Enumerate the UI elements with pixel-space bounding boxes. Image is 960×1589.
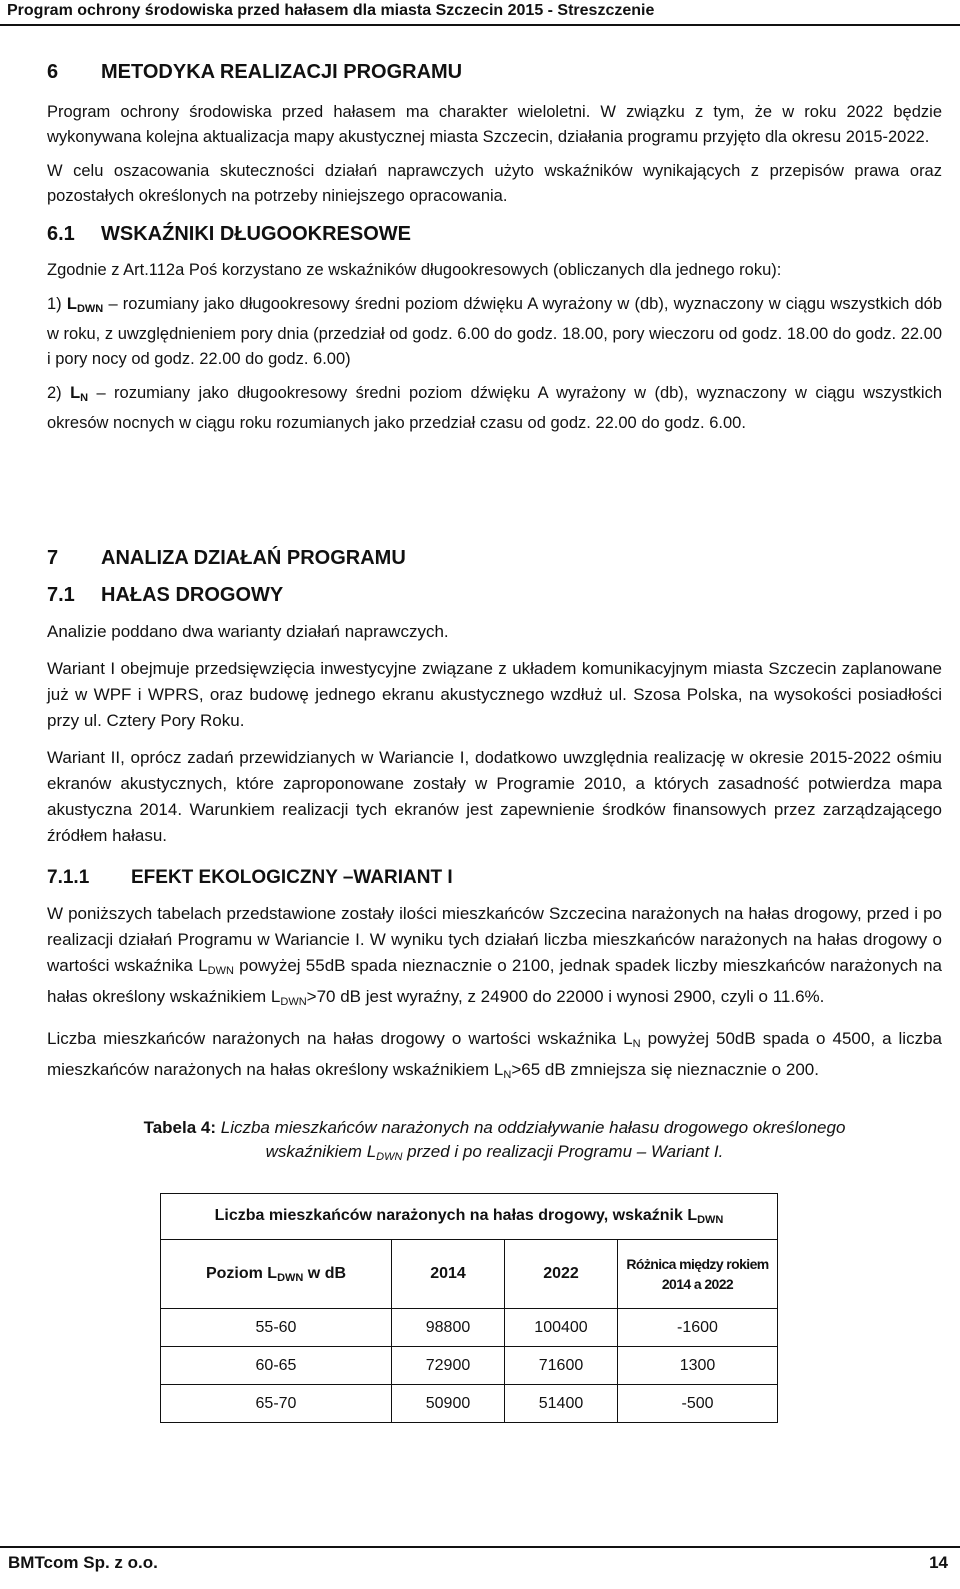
caption-label: Tabela 4: [143,1118,217,1137]
table-row [161,1347,778,1385]
paragraph: Zgodnie z Art.112a Poś korzystano ze wskaźników długookresowych (obliczanych dla jednego roku): [47,261,782,279]
item-prefix: 2) [47,384,71,402]
section-6-1-heading [47,223,942,246]
paragraph: Analizie poddano dwa warianty działań naprawczych. [47,622,449,641]
paragraph: Program ochrony środowiska przed hałasem ma charakter wieloletni. W związku z tym, że w roku 2022 będzie wykonywana kolejna aktualizacja mapy akustycznej miasta Szczecin, działania programu przyjęto dla okresu 2015-2022. [47,103,942,146]
paragraph: Wariant II, oprócz zadań przewidzianych w Wariancie I, dodatkowo uwzględnia realizację w okresie 2015-2022 ośmiu ekranów akustycznych, które zaproponowane zostały w Programie 2010, a których zasadność potwierdza mapa akustyczna 2014. Warunkiem realizacji tych ekranów jest zapewnienie środków finansowych przez zarządzającego źródłem hałasu. [47,748,942,845]
caption-subscript: DWN [376,1151,403,1163]
table-title-text: Liczba mieszkańców narażonych na hałas drogowy, wskaźnik L [214,1207,698,1224]
table-cell: -500 [618,1385,778,1423]
table-cell: 98800 [392,1309,505,1347]
table-cell: 65-70 [161,1385,392,1423]
item-prefix: 1) [47,295,67,313]
subscript: N [503,1069,512,1081]
subscript: DWN [280,996,307,1008]
text-run: powyżej 50dB spada o 4500, a liczba mieszkańców narażonych na hałas określony wskaźnikiem L [47,1029,942,1079]
section-number: 7 [47,547,59,569]
table-cell: 51400 [505,1385,618,1423]
section-7-heading [47,547,942,570]
table-cell: 100400 [505,1309,618,1347]
table-cell: 55-60 [161,1309,392,1347]
symbol-subscript: N [80,392,89,404]
table-caption [107,1116,882,1169]
page-number: 14 [929,1553,948,1572]
caption-text: Liczba mieszkańców narażonych na oddziaływanie hałasu drogowego określonego wskaźnikiem L [216,1118,846,1161]
paragraph: W celu oszacowania skuteczności działań naprawczych użyto wskaźników wynikających z przepisów prawa oraz pozostałych określonych na potrzeby niniejszego opracowania. [47,162,942,205]
section-7-1-heading [47,584,942,607]
header-rule [0,24,960,26]
list-item-ldwn [47,292,942,372]
column-header-difference: Różnica między rokiem 2014 a 2022 [618,1240,778,1309]
text-run: powyżej 55dB spada nieznacznie o 2100, jednak spadek liczby mieszkańców narażonych na hałas określony wskaźnikiem L [47,956,942,1006]
paragraph [47,901,942,1015]
symbol-subscript: DWN [76,303,104,315]
section-title: METODYKA REALIZACJI PROGRAMU [101,61,463,83]
table-title-cell [161,1194,778,1240]
table-cell: 72900 [392,1347,505,1385]
paragraph [47,1026,942,1088]
text-run: >65 dB zmniejsza się nieznacznie o 200. [511,1060,819,1079]
footer-rule [0,1546,960,1548]
subscript: DWN [207,965,234,977]
table-row [161,1309,778,1347]
section-title: ANALIZA DZIAŁAŃ PROGRAMU [101,547,406,569]
table-title-subscript: DWN [697,1214,724,1226]
column-header-2014: 2014 [392,1240,505,1309]
section-number: 7.1.1 [47,867,90,888]
section-title: WSKAŹNIKI DŁUGOOKRESOWE [101,223,411,245]
item-text: – rozumiany jako długookresowy średni poziom dźwięku A wyrażony w (db), wyznaczony w ciągu wszystkich okresów nocnych w ciągu roku rozumianych jako przedział czasu od godz. 22.00 do godz. 6.00. [47,384,942,432]
footer-company: BMTcom Sp. z o.o. [8,1553,158,1572]
item-text: – rozumiany jako długookresowy średni poziom dźwięku A wyrażony w (db), wyznaczony w ciągu wszystkich dób w roku, z uwzględnieniem pory dnia (przedział od godz. 6.00 do godz. 18.00, pory wieczoru od godz. 18.00 do godz. 22.00 i pory nocy od godz. 22.00 do godz. 6.00) [47,295,942,368]
paragraph: Wariant I obejmuje przedsięwzięcia inwestycyjne związane z układem komunikacyjnym miasta Szczecin zaplanowane już w WPF i WPRS, oraz budowę jednego ekranu akustycznego wzdłuż ul. Szosa Polska, na wysokości posiadłości przy ul. Cztery Pory Roku. [47,659,942,730]
section-7-1-1-heading [47,867,942,889]
column-header-level [161,1240,392,1309]
page-content [47,55,942,1423]
table-cell: 1300 [618,1347,778,1385]
symbol: L [66,295,77,313]
page-header-title: Program ochrony środowiska przed hałasem dla miasta Szczecin 2015 - Streszczenie [7,2,655,19]
list-item-ln [47,381,942,436]
text-run: W poniższych tabelach przedstawione zostały ilości mieszkańców Szczecina narażonych na hałas drogowy, przed i po realizacji działań Programu w Wariancie I. W wyniku tych działań liczba mieszkańców narażonych na hałas drogowy o wartości wskaźnika L [47,904,942,975]
text-run: >70 dB jest wyraźny, z 24900 do 22000 i wynosi 2900, czyli o 11.6%. [306,987,825,1006]
table-row [161,1385,778,1423]
section-number: 6 [47,61,59,83]
data-table [160,1193,778,1423]
section-title: HAŁAS DROGOWY [101,584,284,606]
header-text: Poziom L [205,1264,278,1282]
subscript: N [632,1038,641,1050]
section-number: 6.1 [47,223,75,245]
header-text: w dB [303,1264,347,1282]
table-cell: 71600 [505,1347,618,1385]
section-number: 7.1 [47,584,75,606]
table-cell: 60-65 [161,1347,392,1385]
section-6-heading [47,61,942,84]
table-cell: -1600 [618,1309,778,1347]
column-header-2022: 2022 [505,1240,618,1309]
header-subscript: DWN [277,1271,304,1284]
caption-text: przed i po realizacji Programu – Wariant I. [402,1142,724,1161]
table-cell: 50900 [392,1385,505,1423]
section-title: EFEKT EKOLOGICZNY –WARIANT I [131,867,453,888]
symbol: L [70,384,81,402]
text-run: Liczba mieszkańców narażonych na hałas drogowy o wartości wskaźnika L [47,1029,633,1048]
